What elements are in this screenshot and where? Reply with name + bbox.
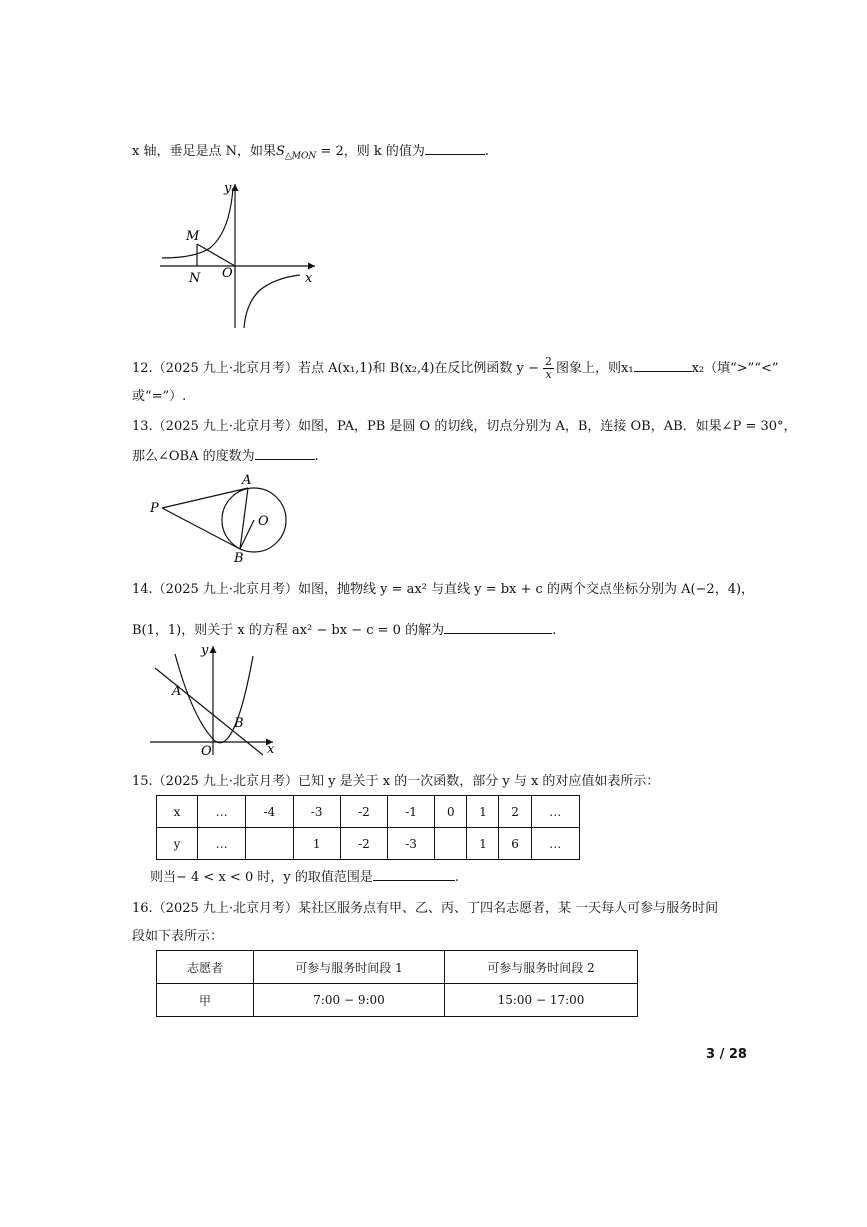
table-row	[157, 796, 580, 828]
table-cell: 15:00 − 17:00	[445, 984, 638, 1017]
table-cell: …	[531, 828, 579, 860]
q14-line2a: B(1，1)，则关于 x 的方程 ax² − bx − c = 0 的解为	[132, 623, 445, 638]
q12-line1b: 图象上，则x₁	[556, 361, 634, 376]
q11-label-n: N	[189, 271, 201, 286]
table-row	[157, 828, 580, 860]
q15-line1: 15.（2025 九上·北京月考）已知 y 是关于 x 的一次函数，部分 y 与 x 的对应值如表所示：	[132, 774, 660, 789]
q13-line2	[132, 445, 319, 467]
q14-label-b: B	[234, 716, 244, 731]
q15-answer-blank[interactable]	[373, 866, 455, 881]
q14-line1: 14.（2025 九上·北京月考）如图，抛物线 y = ax² 与直线 y = bx + c 的两个交点坐标分别为 A(−2，4)，	[132, 582, 755, 597]
q12-fraction	[543, 356, 554, 381]
table-cell: -4	[246, 796, 293, 828]
q13-answer-blank[interactable]	[255, 445, 315, 460]
table-header-cell: 可参与服务时间段 1	[254, 951, 445, 984]
q13-line2b: .	[314, 449, 319, 464]
q15-value-table	[156, 795, 580, 860]
q14-answer-blank[interactable]	[444, 619, 552, 634]
q13-label-a: A	[242, 473, 252, 488]
q11-curve-lower-right	[244, 275, 300, 328]
q11-label-o: O	[222, 266, 233, 281]
q14-label-y: y	[201, 643, 209, 658]
table-cell: 6	[499, 828, 531, 860]
q11-label-m: M	[186, 229, 200, 244]
q16-line1: 16.（2025 九上·北京月考）某社区服务点有甲、乙、丙、丁四名志愿者，某 一天每人可参与服务时间	[132, 901, 719, 916]
table-cell: 2	[499, 796, 531, 828]
q16-schedule-table	[156, 950, 638, 1017]
q11-answer-blank[interactable]	[425, 140, 485, 155]
q11-s-sub: △MON	[284, 151, 317, 162]
q11-text-a: x 轴，垂足是点 N，如果	[132, 144, 276, 159]
q11-hyperbola-figure	[150, 178, 330, 333]
table-cell: -2	[340, 828, 387, 860]
q12-line1c: x₂（填“>”“<”	[691, 361, 779, 376]
q14-label-x: x	[267, 742, 275, 757]
q13-line2a: 那么∠OBA 的度数为	[132, 449, 255, 464]
q11-text	[132, 140, 489, 167]
table-cell: 1	[467, 796, 499, 828]
table-cell: 1	[293, 828, 340, 860]
table-cell: 1	[467, 828, 499, 860]
q15-after	[150, 866, 459, 888]
q13-label-o: O	[258, 514, 269, 529]
table-cell: -3	[293, 796, 340, 828]
q13-circle-figure	[148, 470, 298, 566]
table-cell: -2	[340, 796, 387, 828]
q12-answer-blank[interactable]	[634, 357, 692, 372]
table-cell: …	[198, 828, 246, 860]
q14-line2	[132, 619, 556, 641]
table-cell: 7:00 − 9:00	[254, 984, 445, 1017]
table-cell: …	[531, 796, 579, 828]
q12-text	[132, 356, 779, 381]
table-cell: …	[198, 796, 246, 828]
q11-s-label: S	[275, 144, 285, 159]
table-cell: -3	[387, 828, 434, 860]
table-header-cell: 可参与服务时间段 2	[445, 951, 638, 984]
q16-line2: 段如下表所示：	[132, 929, 224, 944]
table-cell: 甲	[157, 984, 254, 1017]
q13-line1: 13.（2025 九上·北京月考）如图，PA，PB 是圆 O 的切线，切点分别为 A，B，连接 OB，AB．如果∠P = 30°，	[132, 419, 797, 434]
table-cell: 0	[435, 796, 467, 828]
table-header-cell: 志愿者	[157, 951, 254, 984]
table-cell: -1	[387, 796, 434, 828]
table-cell: y	[157, 828, 198, 860]
q12-line1: 12.（2025 九上·北京月考）若点 A(x₁,1)和 B(x₂,4)在反比例函数 y −	[132, 361, 544, 376]
q14-label-a: A	[172, 684, 182, 699]
q11-label-x: x	[305, 271, 313, 286]
q13-tangent-pb	[162, 508, 240, 549]
q12-frac-den: x	[545, 368, 552, 381]
q14-line2b: .	[552, 623, 557, 638]
table-header-row	[157, 951, 638, 984]
page-number: 3 / 28	[706, 1047, 747, 1062]
q11-text-c: .	[484, 144, 489, 159]
table-cell	[246, 828, 293, 860]
q14-parabola-figure	[145, 640, 285, 760]
q15-after-b: .	[454, 870, 459, 885]
table-cell: x	[157, 796, 198, 828]
q15-after-a: 则当− 4 < x < 0 时，y 的取值范围是	[150, 870, 373, 885]
q12-line2: 或“=”）.	[132, 389, 187, 404]
table-row	[157, 984, 638, 1017]
table-cell	[435, 828, 467, 860]
q13-tangent-pa	[162, 488, 248, 508]
q11-mo-segment	[197, 244, 235, 266]
q14-label-o: O	[201, 744, 212, 759]
q13-label-p: P	[150, 501, 159, 516]
q12-frac-num: 2	[545, 355, 553, 368]
q11-text-b: = 2，则 k 的值为	[316, 144, 425, 159]
q11-label-y: y	[224, 181, 232, 196]
q13-label-b: B	[234, 551, 244, 566]
